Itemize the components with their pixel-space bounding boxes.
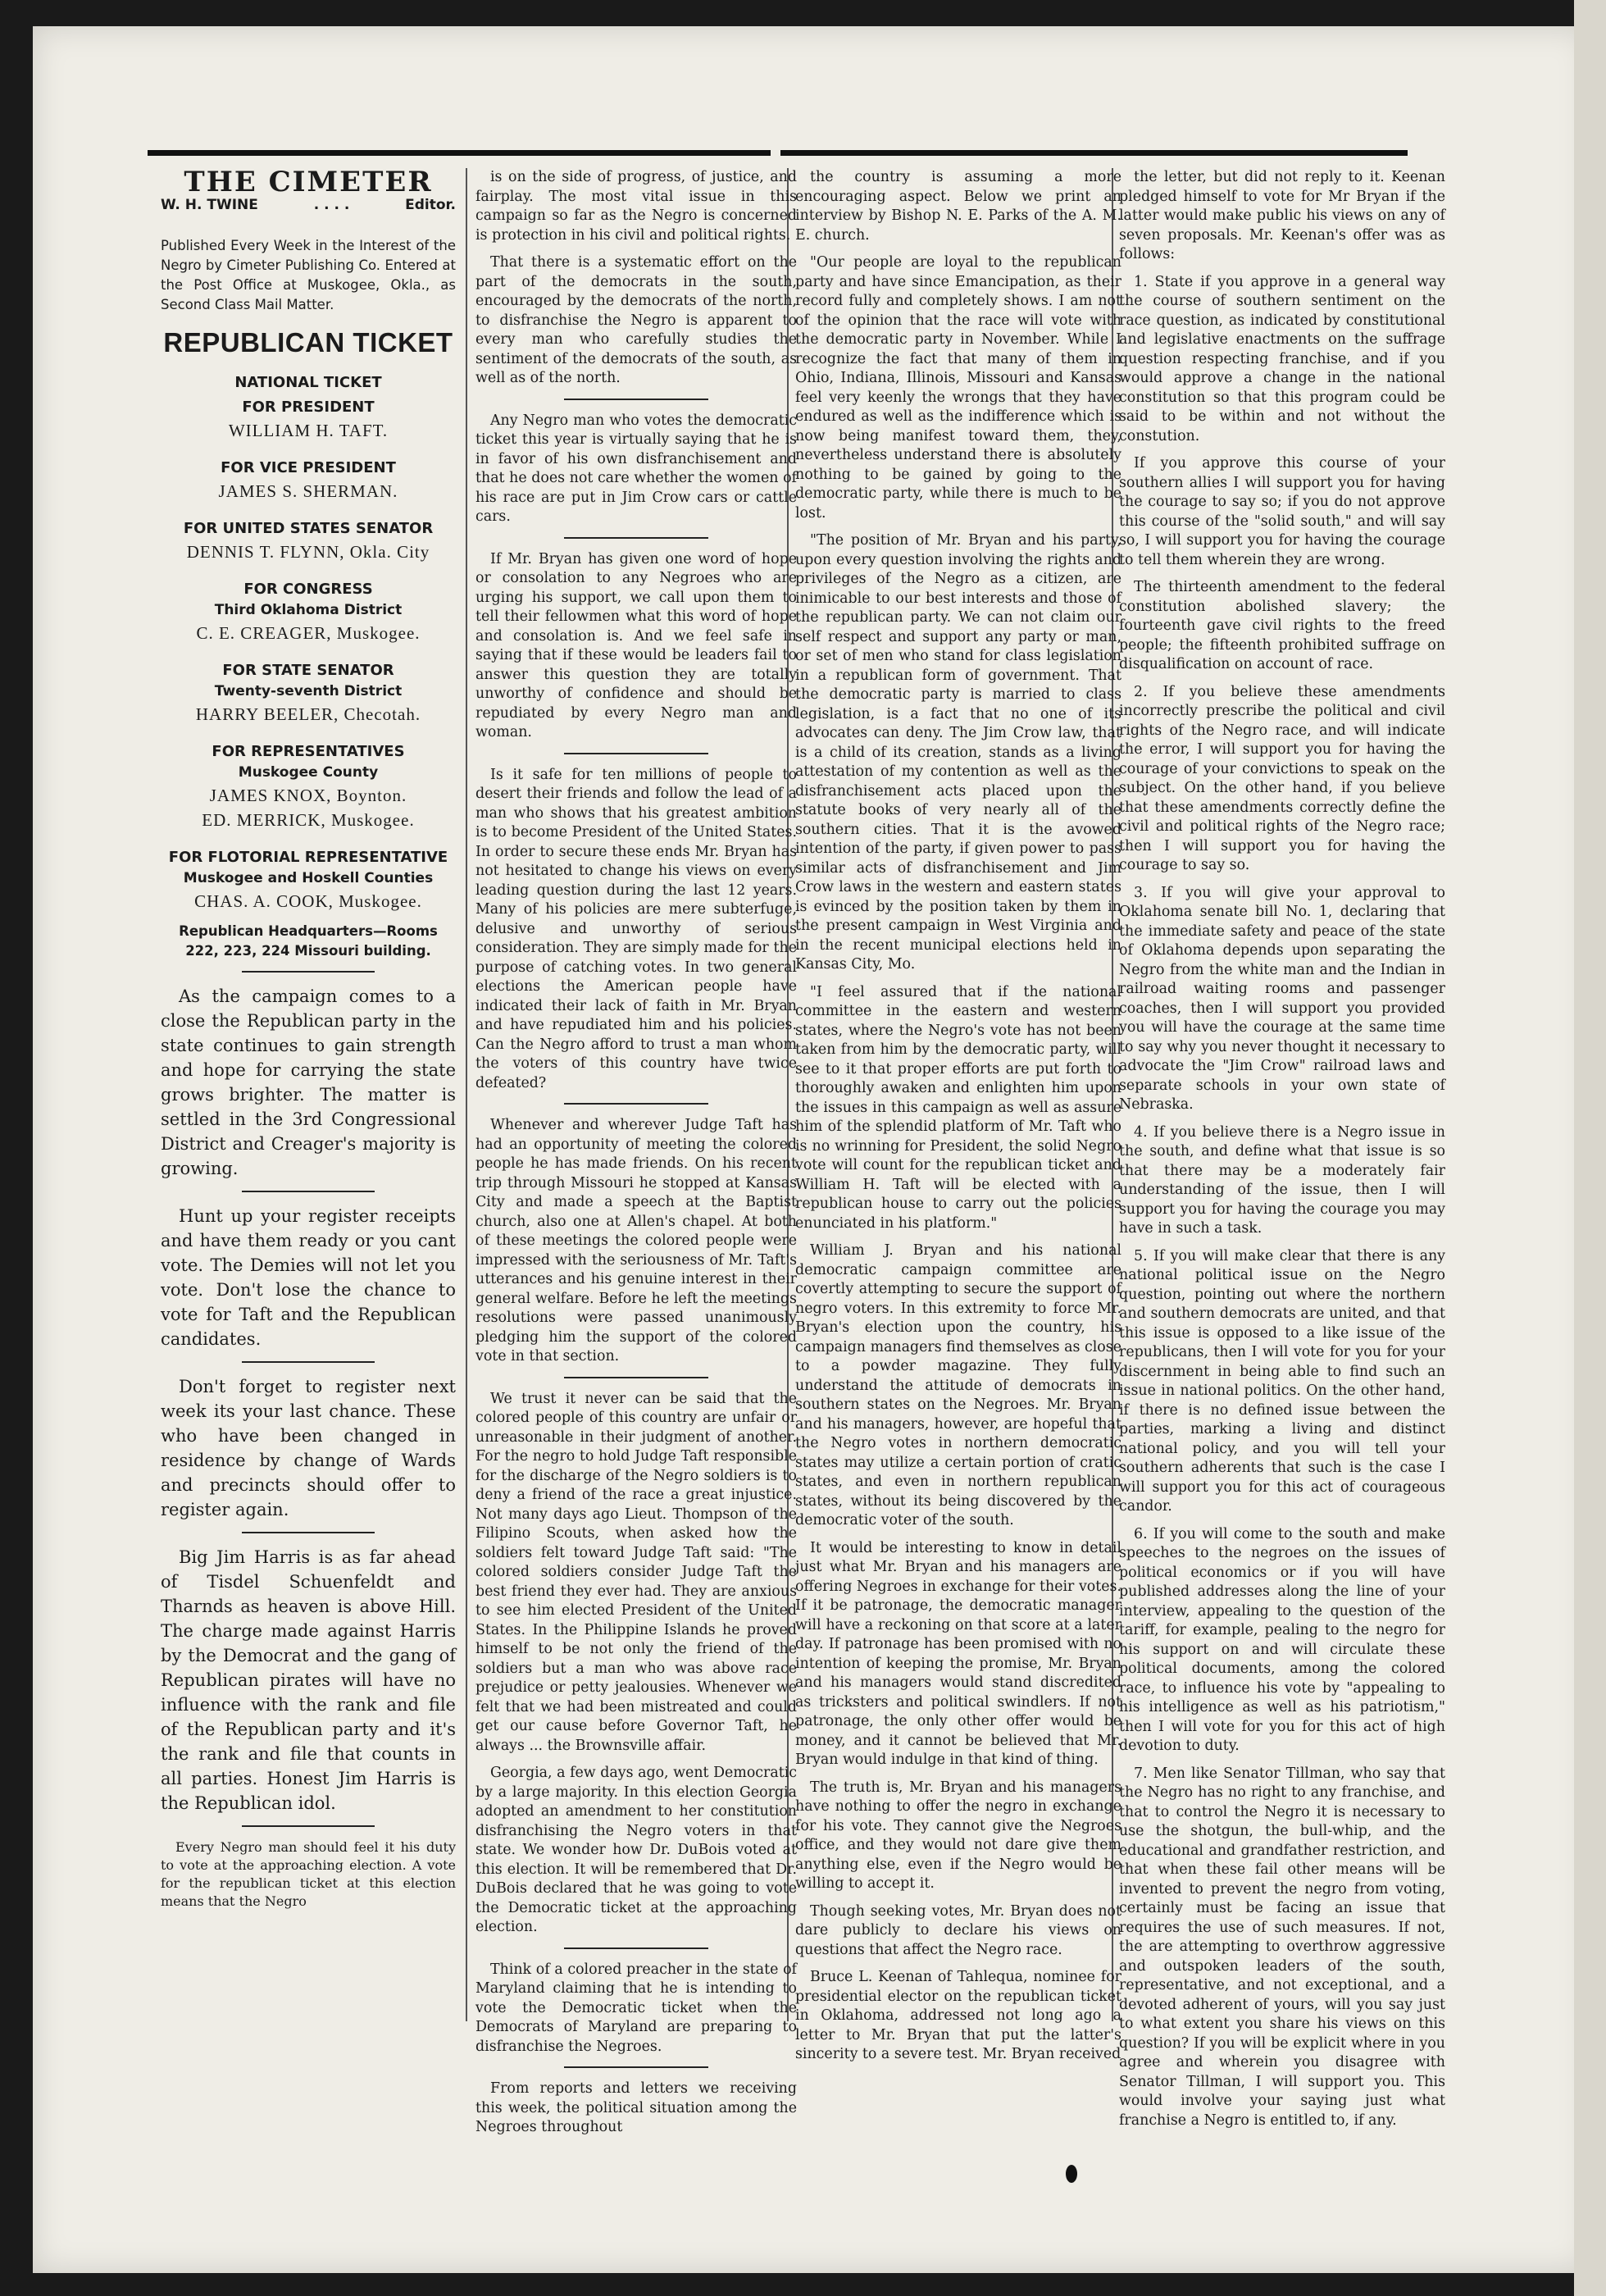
article-paragraph: It would be interesting to know in detail just what Mr. Bryan and his managers are offering Negroes in exchange for their votes. If it be patronage, the democratic manager will have a reckoning on that score at a later day. If patronage has been promised with no intention of keeping the promise, Mr. Bryan and his managers would stand discredited as tricksters and political swindlers. If not patronage, the only other offer would be money, and it cannot be believed that Mr. Bryan would indulge in that kind of thing. bbox=[795, 1539, 1121, 1768]
column-1 bbox=[161, 168, 456, 1919]
separator bbox=[564, 1103, 708, 1105]
separator bbox=[564, 1947, 708, 1949]
adjacent-page-edge bbox=[1574, 0, 1606, 2296]
ticket-district: Third Oklahoma District bbox=[214, 601, 403, 618]
ticket-office: FOR VICE PRESIDENT bbox=[221, 458, 396, 476]
ticket-district: Twenty-seventh District bbox=[214, 682, 403, 699]
article-paragraph: Every Negro man should feel it his duty to vote at the approaching election. A vote for the republican ticket at this election means that the Negro bbox=[161, 1838, 456, 1909]
column-1-tail bbox=[161, 1838, 456, 1911]
separator bbox=[242, 1532, 375, 1533]
separator bbox=[242, 971, 375, 973]
separator bbox=[242, 1191, 375, 1192]
top-rule-left bbox=[148, 150, 771, 156]
article-paragraph: Georgia, a few days ago, went Democratic by a large majority. In this election Georgia adopted an amendment to her constitution disfranchising the Negro voters in that state. We wonder how Dr. DuBois voted at this election. It will be remembered that Dr. DuBois declared that he was going to vote the Democratic ticket at the approaching election. bbox=[475, 1765, 797, 1935]
article-paragraph: 7. Men like Senator Tillman, who say that the Negro has no right to any franchise, and that to control the Negro it is necessary to use the shotgun, the bull-whip, and the educational and grandfather restriction, and that when these fail other means will be invented to prevent the negro from voting, certainly must be facing an issue that requires the use of such measures. If not, the are attempting to overthrow aggressive and outspoken leaders of the south, representative, and not exceptional, and a devoted adherent of yours, will you say just to what extent you share his views on this question? If you will be explicit where in you agree and wherein you disagree with Senator Tillman, I will support you. This would involve your saying just what franchise a Negro is entitled to, if any. bbox=[1119, 1765, 1445, 2129]
ticket-office: FOR PRESIDENT bbox=[242, 398, 375, 416]
article-paragraph: the country is assuming a more encouraging aspect. Below we print an interview by Bishop N. E. Parks of the A. M. E. church. bbox=[795, 169, 1121, 244]
ticket-office: FOR FLOTORIAL REPRESENTATIVE bbox=[168, 848, 448, 866]
article-paragraph: As the campaign comes to a close the Republican party in the state continues to gain strength and hope for carrying the state grows brighter. The matter is settled in the 3rd Congressional District and Creager's majority is growing. bbox=[161, 986, 456, 1178]
article-paragraph: 1. State if you approve in a general way the course of southern sentiment on the race question, as indicated by constitutional and legislative enactments on the suffrage question respecting franchise, and if you would approve a change in the national constitution so that this program could be said to be within and not without the constution. bbox=[1119, 273, 1445, 444]
editor-name: W. H. TWINE bbox=[161, 196, 258, 213]
column-2 bbox=[475, 168, 797, 2146]
article-paragraph: That there is a systematic effort on the part of the democrats in the south, encouraged by the democrats of the north, to disfranchise the Negro is apparent to every man who carefully studies the sentiment of the democrats of the south, as well as of the north. bbox=[475, 254, 797, 386]
column-2-articles bbox=[475, 168, 797, 2138]
article-paragraph: If you approve this course of your southern allies I will support you for having the courage to say so; if you do not approve this course of the "solid south," and will say so, I will support you for having the courage to tell them wherein they are wrong. bbox=[1119, 455, 1445, 568]
article-paragraph: "The position of Mr. Bryan and his party, upon every question involving the rights and privileges of the Negro as a citizen, are inimicable to our best interests and those of the republican party. We can not claim our self respect and support any party or man, or set of men who stand for class legislation in a republican form of government. That the democratic party is married to class legislation, is a fact that no one of its advocates can deny. The Jim Crow law, that is a child of its creation, stands as a living attestation of my contention as well as the disfranchisement acts placed upon the statute books of very nearly all of the southern cities. That it is the avowed intention of the party, if given power to pass similar acts of disfranchisement and Jim Crow laws in the western and eastern states is evinced by the position taken by them in the present campaign in West Virginia and in the recent municipal elections held in Kansas City, Mo. bbox=[795, 532, 1121, 973]
article-paragraph: is on the side of progress, of justice, and fairplay. The most vital issue in this campaign so far as the Negro is concerned is protection in his civil and political rights. bbox=[475, 169, 797, 244]
ticket-candidate: HARRY BEELER, Checotah. bbox=[195, 704, 421, 724]
article-paragraph: 4. If you believe there is a Negro issue in the south, and define what that issue is so that there may be a moderately fair understanding of the issue, then I will support you for having the courage you may have in such a task. bbox=[1119, 1123, 1445, 1237]
masthead-title: THE CIMETER bbox=[184, 166, 433, 198]
separator bbox=[242, 1361, 375, 1363]
ticket-office: FOR REPRESENTATIVES bbox=[212, 742, 405, 760]
column-4-articles bbox=[1119, 168, 1445, 2130]
ticket-office: FOR UNITED STATES SENATOR bbox=[183, 519, 434, 537]
article-paragraph: 5. If you will make clear that there is any national political issue on the Negro question, pointing out where the northern and southern democrats are united, and that this issue is opposed to a like issue of the republicans, then I will vote for you for your discernment in being able to find such an issue in national politics. On the other hand, if there is no defined issue between the parties, marking a living and distinct national policy, and you will tell your southern adherents that such is the case I will support you for this act of courageous candor. bbox=[1119, 1247, 1445, 1515]
ticket-candidate: CHAS. A. COOK, Muskogee. bbox=[194, 891, 422, 911]
ticket-list bbox=[161, 372, 456, 913]
separator bbox=[564, 2066, 708, 2068]
article-paragraph: Think of a colored preacher in the state of Maryland claiming that he is intending to vote the Democratic ticket when the Democrats of Maryland are preparing to disfranchise the Negroes. bbox=[475, 1961, 797, 2055]
article-paragraph: "Our people are loyal to the republican party and have since Emancipation, as their record fully and completely shows. I am not of the opinion that the race will vote with the democratic party in November. While I recognize the fact that many of them in Ohio, Indiana, Illinois, Missouri and Kansas feel very keenly the wrongs that they have endured as well as the indifference which is now being manifest toward them, they, nevertheless understand there is absolutely nothing to be gained by going to the democratic party, while there is much to be lost. bbox=[795, 254, 1121, 522]
article-paragraph: We trust it never can be said that the colored people of this country are unfair or unreasonable in their judgment of another. For the negro to hold Judge Taft responsible for the discharge of the Negro soldiers is to deny a friend of the race a great injustice. Not many days ago Lieut. Thompson of the Filipino Scouts, when asked how the soldiers felt toward Judge Taft said: "The colored soldiers consider Judge Taft the best friend they ever had. They are anxious to see him elected President of the United States. In the Philippine Islands he proved himself to be not only the friend of the soldiers but a man who was above race prejudice or petty jealousies. Whenever we felt that we had been mistreated and could get our cause before Governor Taft, he always ... the Brownsville affair. bbox=[475, 1390, 797, 1754]
article-paragraph: Though seeking votes, Mr. Bryan does not dare publicly to declare his views on questions that affect the Negro race. bbox=[795, 1902, 1121, 1958]
ticket-candidate: DENNIS T. FLYNN, Okla. City bbox=[186, 541, 430, 562]
article-paragraph: Don't forget to register next week its your last chance. These who have been changed in residence by change of Wards and precincts should offer to register again. bbox=[161, 1376, 456, 1519]
ticket-candidate: JAMES KNOX, Boynton. bbox=[209, 785, 407, 805]
article-paragraph: 3. If you will give your approval to Oklahoma senate bill No. 1, declaring that the immediate safety and peace of the state of Oklahoma depends upon separating the Negro from the white man and the Indian in railroad waiting rooms and passenger coaches, then I will support you provided you will have the courage at the same time to say why you never thought it necessary to advocate the "Jim Crow" railroad laws and separate schools in your own state of Nebraska. bbox=[1119, 884, 1445, 1113]
editor-dots: . . . . bbox=[313, 196, 350, 213]
article-paragraph: Whenever and wherever Judge Taft has had an opportunity of meeting the colored people he has made friends. On his recent trip through Missouri he stopped at Kansas City and made a speech at the Baptist church, also one at Allen's chapel. At both of these meetings the colored people were impressed with the seriousness of Mr. Taft's utterances and his genuine interest in their general welfare. Before he left the meetings resolutions were passed unanimously pledging him the support of the colored vote in that section. bbox=[475, 1117, 797, 1364]
ticket-heading: REPUBLICAN TICKET bbox=[163, 327, 453, 358]
article-paragraph: If Mr. Bryan has given one word of hope or consolation to any Negroes who are urging his support, we call upon them to tell their fellowmen what this word of hope and consolation is. And we feel safe in saying that if these would be leaders fail to answer this question they are totally unworthy of confidence and should be repudiated by every Negro man and woman. bbox=[475, 550, 797, 740]
top-rule-right bbox=[780, 150, 1408, 156]
article-paragraph: "I feel assured that if the national committee in the eastern and western states, where the Negro's vote has not been taken from him by the democratic party, will see to it that proper efforts are put forth to thoroughly awaken and enlighten him upon the issues in this campaign as well as assure him of the splendid platform of Mr. Taft who is no wrinning for President, the solid Negro vote will count for the republican ticket and William H. Taft will be elected with a republican house to carry out the policies enunciated in his platform." bbox=[795, 983, 1121, 1232]
ticket-candidate: JAMES S. SHERMAN. bbox=[218, 481, 398, 501]
column-3-articles bbox=[795, 168, 1121, 2065]
ticket-candidate: WILLIAM H. TAFT. bbox=[228, 420, 389, 440]
ticket-office: FOR CONGRESS bbox=[243, 580, 373, 598]
ink-blot bbox=[1066, 2165, 1077, 2183]
article-paragraph: Bruce L. Keenan of Tahlequa, nominee for presidential elector on the republican ticket in Oklahoma, addressed not long ago a letter to Mr. Bryan that put the latter's sincerity to a severe test. Mr. Bryan received bbox=[795, 1969, 1121, 2062]
editor-label: Editor. bbox=[405, 196, 456, 213]
editor-line bbox=[161, 196, 456, 216]
separator bbox=[564, 753, 708, 754]
article-paragraph: From reports and letters we receiving this week, the political situation among the Negroes throughout bbox=[475, 2080, 797, 2135]
article-paragraph: Any Negro man who votes the democratic ticket this year is virtually saying that he is in favor of his own disfranchisement and that he does not care whether the women of his race are put in Jim Crow cars or cattle cars. bbox=[475, 412, 797, 525]
separator bbox=[564, 1377, 708, 1378]
ticket-district: Muskogee and Hoskell Counties bbox=[183, 869, 434, 886]
separator bbox=[242, 1825, 375, 1827]
column-rule-1 bbox=[466, 168, 467, 2021]
separator bbox=[564, 399, 708, 400]
ticket-district: Muskogee County bbox=[238, 763, 379, 781]
separator bbox=[564, 537, 708, 539]
ticket-candidate: ED. MERRICK, Muskogee. bbox=[202, 809, 415, 830]
article-paragraph: 6. If you will come to the south and make speeches to the negroes on the issues of political economics or if you will have published addresses along the line of your interview, appealing to the question of the tariff, for example, pealing to the negro for his support on and will circulate these political documents, among the colored race, to influence his vote by "appealing to his intelligence as well as his patriotism," then I will vote for you for this act of high devotion to duty. bbox=[1119, 1525, 1445, 1754]
article-paragraph: William J. Bryan and his national democratic campaign committee are covertly attempting to secure the support of negro voters. In this extremity to force Mr. Bryan's election upon the country, his campaign managers find themselves as close to a powder magazine. They fully understand the attitude of democrats in southern states on the Negroes. Mr. Bryan and his managers, however, are hopeful that the Negro votes in northern democratic states may utilize a certain portion of cratic states, and even in northern republican states, without its being discovered by the democratic voter of the south. bbox=[795, 1242, 1121, 1528]
headquarters-notice: Republican Headquarters—Rooms 222, 223, 224 Missouri building. bbox=[179, 922, 438, 959]
article-paragraph: The truth is, Mr. Bryan and his managers have nothing to offer the negro in exchange for his vote. They cannot give the Negroes office, and they would not dare give them anything else, even if the Negro would be willing to accept it. bbox=[795, 1779, 1121, 1892]
article-paragraph: The thirteenth amendment to the federal constitution abolished slavery; the fourteenth gave civil rights to the freed people; the fifteenth prohibited suffrage on disqualification on account of race. bbox=[1119, 579, 1445, 672]
ticket-office: FOR STATE SENATOR bbox=[222, 661, 394, 679]
article-paragraph: Hunt up your register receipts and have them ready or you cant vote. The Demies will not let you vote. Don't lose the chance to vote for Taft and the Republican candidates. bbox=[161, 1205, 456, 1349]
article-paragraph: Is it safe for ten millions of people to desert their friends and follow the lead of a man who shows that his greatest ambition is to become President of the United States. In order to secure these ends Mr. Bryan has not hesitated to change his views on every leading question during the last 12 years. Many of his policies are mere subterfuge, delusive and unworthy of serious consideration. They are simply made for the purpose of catching votes. In two general elections the American people have indicated their lack of faith in Mr. Bryan and have repudiated him and his policies. Can the Negro afford to trust a man whom the voters of this country have twice defeated? bbox=[475, 766, 797, 1091]
article-paragraph: 2. If you believe these amendments incorrectly prescribe the political and civil rights of the Negro race, and will indicate the error, I will support you for having the courage of your convictions to speak on the subject. On the other hand, if you believe that these amendments correctly define the civil and political rights of the Negro race; then I will support you for having the courage to say so. bbox=[1119, 683, 1445, 873]
column-1-articles bbox=[161, 984, 456, 1827]
ticket-office: NATIONAL TICKET bbox=[234, 373, 382, 391]
article-paragraph: Big Jim Harris is as far ahead of Tisdel Schuenfeldt and Tharnds as heaven is above Hill. The charge made against Harris by the Democrat and the gang of Republican pirates will have no influence with the rank and file of the Republican party and it's the rank and file that counts in all parties. Honest Jim Harris is the Republican idol. bbox=[161, 1547, 456, 1813]
publication-notice: Published Every Week in the Interest of the Negro by Cimeter Publishing Co. Entered at the Post Office at Muskogee, Okla., as Second Class Mail Matter. bbox=[161, 238, 456, 312]
article-paragraph: the letter, but did not reply to it. Keenan pledged himself to vote for Mr Bryan if the latter would make public his views on any of seven proposals. Mr. Keenan's offer was as follows: bbox=[1119, 169, 1445, 262]
ticket-candidate: C. E. CREAGER, Muskogee. bbox=[196, 622, 421, 643]
column-4 bbox=[1119, 168, 1445, 2139]
column-3 bbox=[795, 168, 1121, 2073]
